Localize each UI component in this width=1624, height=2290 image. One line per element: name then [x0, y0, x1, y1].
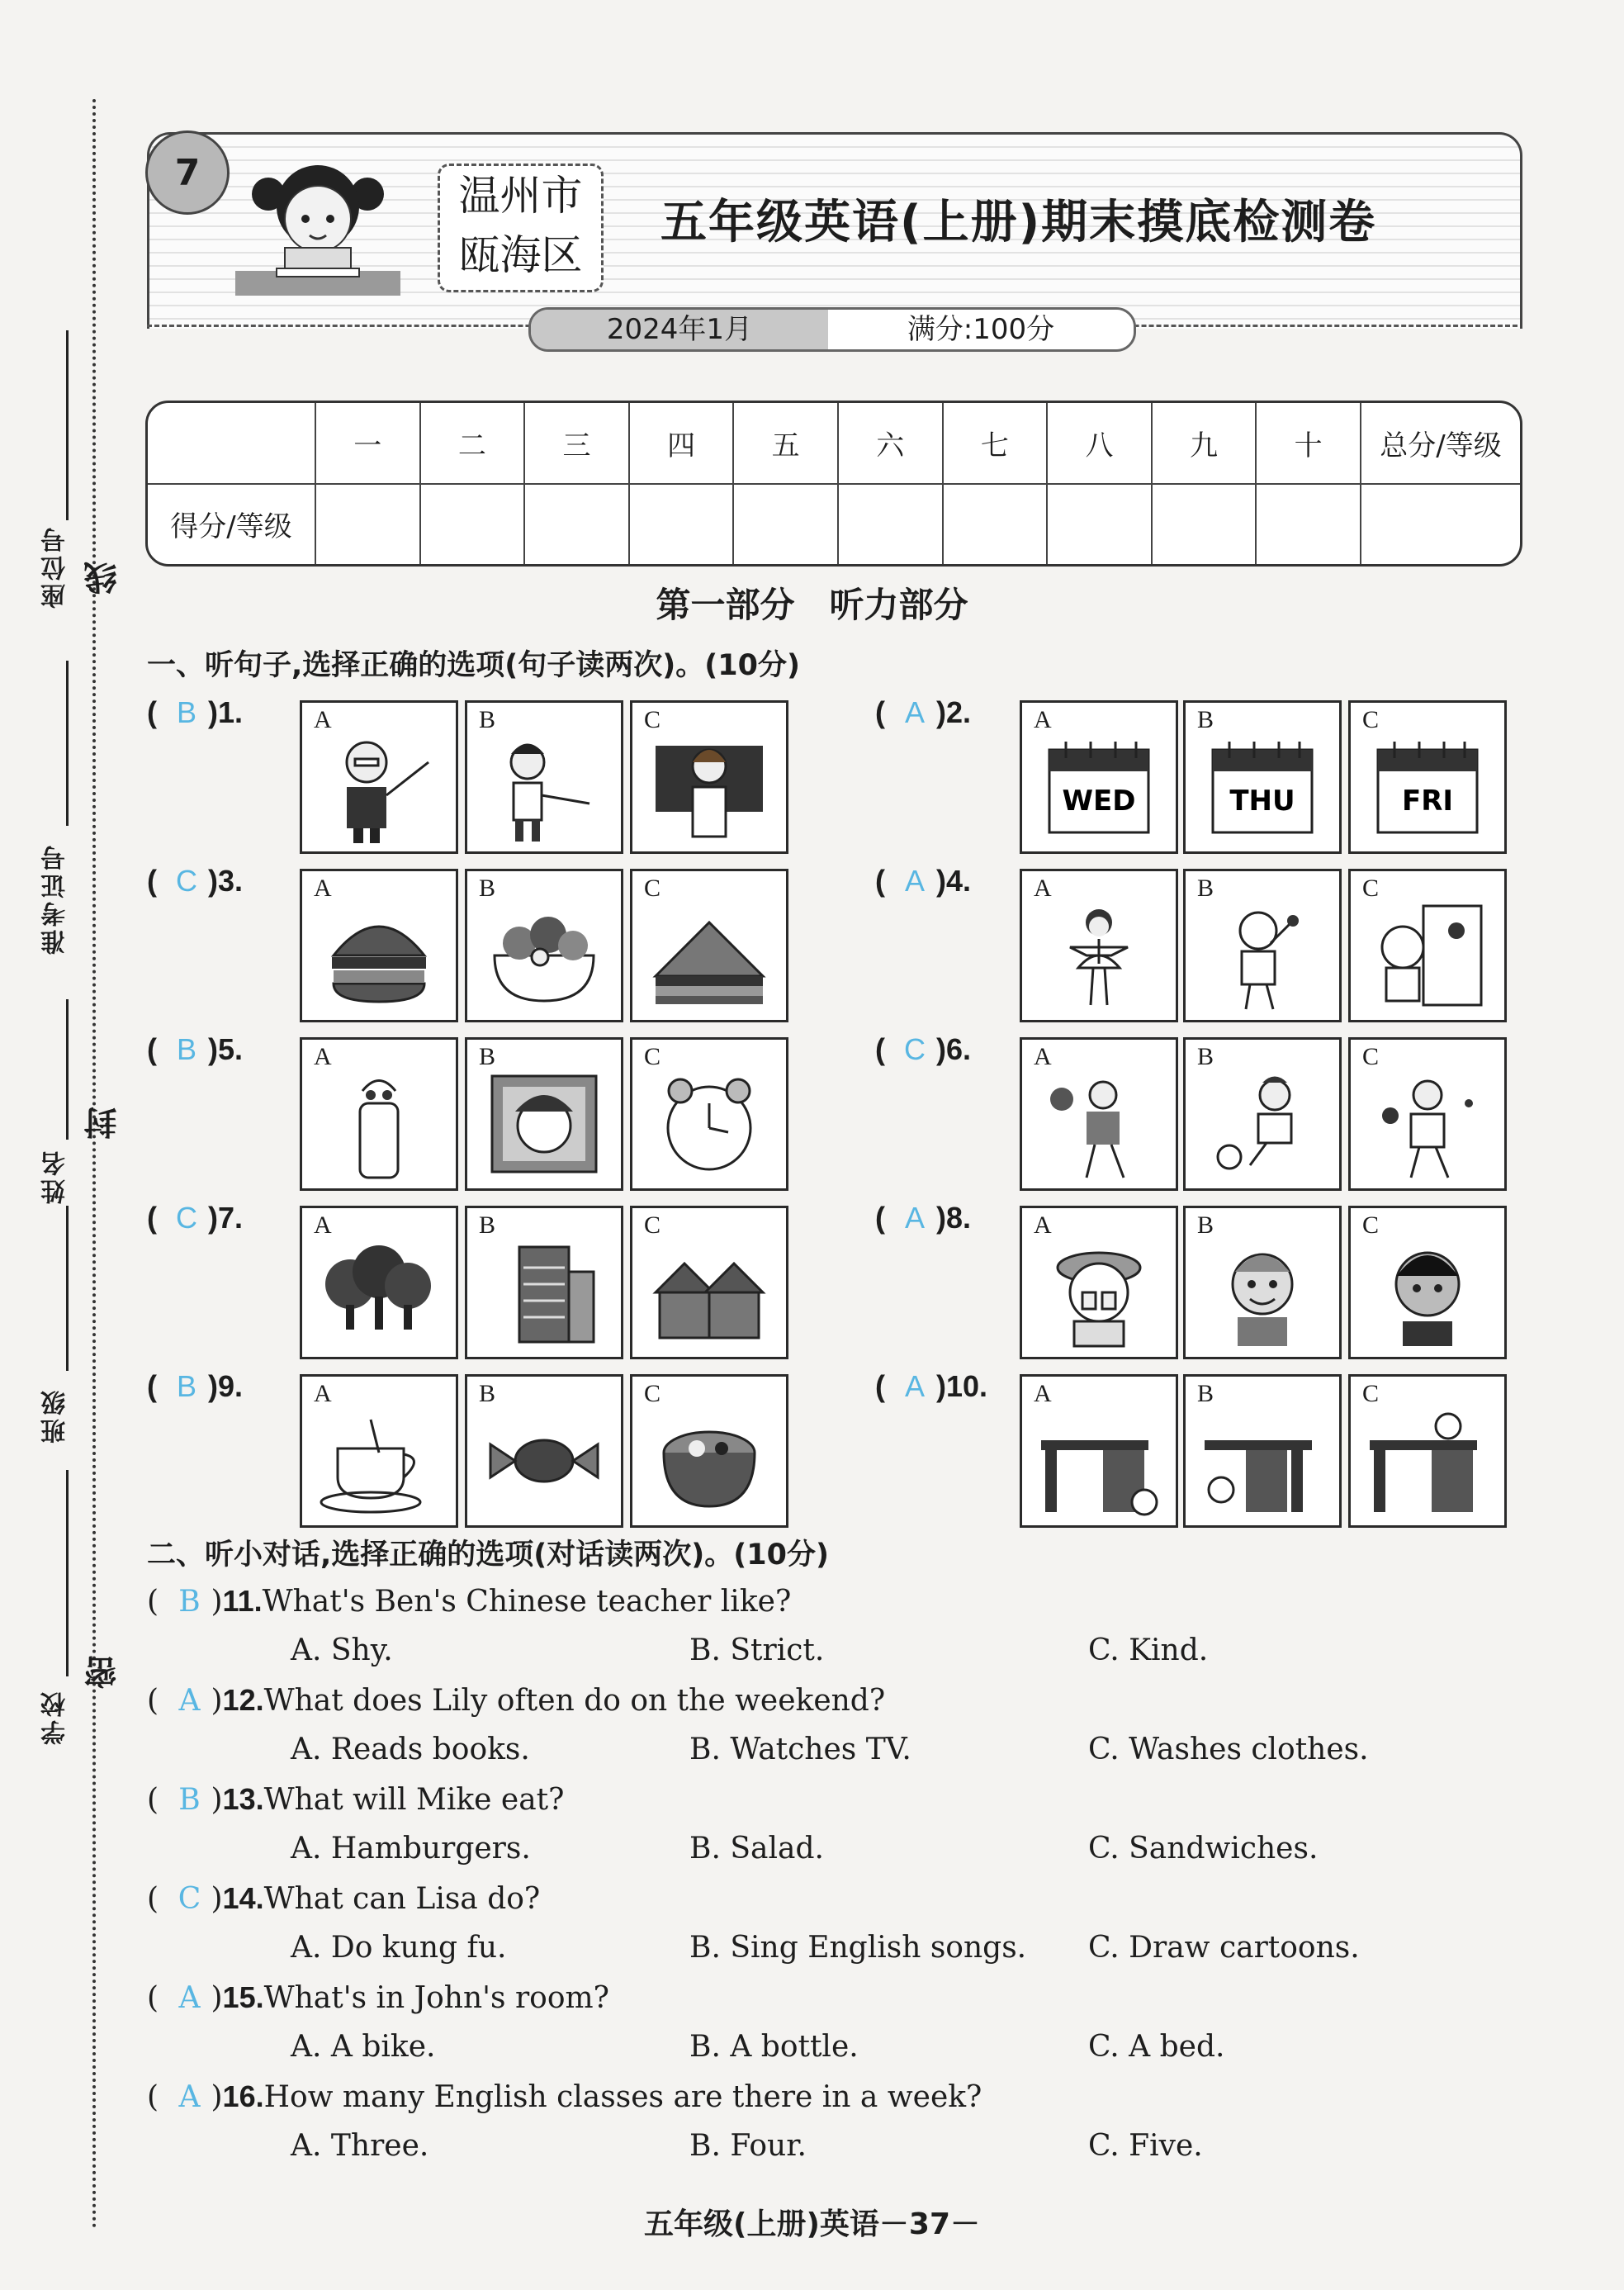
- school-label: 学校: [41, 1689, 70, 1745]
- picture-option[interactable]: [1348, 1037, 1507, 1191]
- football-boy-icon: [1200, 1066, 1324, 1182]
- calendar-icon: [1037, 729, 1161, 845]
- picture-option[interactable]: [630, 1374, 788, 1528]
- part-title: 第一部分 听力部分: [656, 585, 968, 625]
- score-col-header: 五: [733, 403, 838, 484]
- dialogue-question: ( A )15.What's in John's room?: [147, 1980, 609, 2015]
- question-number: 6.: [946, 1032, 972, 1066]
- answer-choice[interactable]: A. Reads books.: [291, 1733, 530, 1766]
- answer-mark[interactable]: A: [178, 1684, 201, 1718]
- dialogue-question: ( B )11.What's Ben's Chinese teacher like?: [147, 1584, 792, 1619]
- picture-option[interactable]: [1183, 1037, 1342, 1191]
- houses-icon: [647, 1235, 771, 1350]
- answer-choice[interactable]: A. A bike.: [291, 2030, 436, 2064]
- option-letter: A: [314, 875, 332, 902]
- question-number: 5.: [218, 1032, 244, 1066]
- question-number: 9.: [218, 1369, 244, 1403]
- picture-option[interactable]: [1020, 1037, 1178, 1191]
- score-col-header: 八: [1047, 403, 1152, 484]
- region-box: [438, 164, 604, 292]
- noodles-icon: [647, 1403, 771, 1519]
- picture-option[interactable]: [1183, 1206, 1342, 1359]
- basketball-boy-icon: [1037, 1066, 1161, 1182]
- answer-mark[interactable]: C: [904, 1032, 926, 1066]
- question-number: 13.: [222, 1782, 264, 1816]
- class-label: 班级: [41, 1387, 70, 1444]
- picture-option[interactable]: [1020, 1206, 1178, 1359]
- name-blank: [66, 999, 69, 1140]
- picture-option[interactable]: [630, 869, 788, 1022]
- old-teacher-icon: [317, 729, 441, 845]
- picture-option[interactable]: [300, 1206, 458, 1359]
- salad-icon: [482, 898, 606, 1013]
- trees-icon: [317, 1235, 441, 1350]
- dialogue-question: ( A )16.How many English classes are there in a week?: [147, 2079, 982, 2114]
- picture-question-label: ( B )9.: [147, 1369, 244, 1403]
- answer-choice[interactable]: A. Hamburgers.: [291, 1832, 531, 1866]
- picture-option[interactable]: [1020, 1374, 1178, 1528]
- desk-ball-right-icon: [1037, 1403, 1161, 1519]
- score-col-header: 九: [1152, 403, 1257, 484]
- question-number: 12.: [222, 1683, 264, 1717]
- answer-choice[interactable]: B. Sing English songs.: [689, 1931, 1027, 1965]
- calendar-day-text: WED: [1062, 785, 1136, 818]
- picture-question-label: ( A )10.: [875, 1369, 988, 1403]
- picture-question-label: ( C )6.: [875, 1032, 972, 1066]
- dialogue-question: ( B )13.What will Mike eat?: [147, 1782, 565, 1817]
- student-girl-icon: [235, 149, 400, 297]
- woman-teacher-icon: [647, 729, 771, 845]
- option-letter: B: [1197, 875, 1214, 902]
- picture-option[interactable]: [630, 1037, 788, 1191]
- answer-choice[interactable]: C. Kind.: [1088, 1633, 1209, 1667]
- option-letter: C: [644, 875, 661, 902]
- pingpong-boy-icon: [1366, 1066, 1489, 1182]
- answer-choice[interactable]: C. Washes clothes.: [1088, 1733, 1369, 1766]
- answer-mark[interactable]: C: [176, 864, 197, 898]
- picture-question-label: ( A )4.: [875, 864, 972, 898]
- seat-blank: [66, 330, 69, 520]
- option-letter: C: [644, 706, 661, 733]
- answer-mark[interactable]: B: [176, 1032, 196, 1066]
- question-number: 1.: [218, 695, 244, 729]
- paper-title: 五年级英语(上册)期末摸底检测卷: [660, 196, 1377, 249]
- picture-option[interactable]: [1020, 869, 1178, 1022]
- answer-choice[interactable]: B. Salad.: [689, 1832, 824, 1866]
- answer-mark[interactable]: A: [178, 1981, 201, 2015]
- picture-option[interactable]: [465, 1037, 623, 1191]
- option-letter: C: [644, 1043, 661, 1070]
- answer-mark[interactable]: B: [176, 695, 196, 729]
- picture-option[interactable]: [1183, 869, 1342, 1022]
- question-number: 4.: [946, 864, 972, 898]
- score-col-header: 总分/等级: [1361, 403, 1520, 484]
- name-label: 姓名: [41, 1148, 70, 1204]
- answer-choice[interactable]: A. Three.: [291, 2129, 429, 2163]
- question-number: 16.: [222, 2079, 264, 2113]
- shy-girl-icon: [1037, 1235, 1161, 1350]
- dialogue-question: ( A )12.What does Lily often do on the weekend?: [147, 1683, 886, 1718]
- picture-option[interactable]: [630, 700, 788, 854]
- answer-choice[interactable]: A. Shy.: [291, 1633, 393, 1667]
- paper-number-badge: 7: [145, 130, 230, 215]
- desk-ball-left-icon: [1200, 1403, 1324, 1519]
- section-2-title: 二、听小对话,选择正确的选项(对话读两次)。(10分): [147, 1539, 829, 1572]
- picture-option[interactable]: [1348, 1374, 1507, 1528]
- option-letter: C: [644, 1380, 661, 1407]
- answer-choice[interactable]: B. Strict.: [689, 1633, 825, 1667]
- answer-choice[interactable]: B. Four.: [689, 2129, 807, 2163]
- dancing-girl-icon: [1037, 898, 1161, 1013]
- option-letter: A: [1034, 1211, 1052, 1239]
- question-number: 8.: [946, 1201, 972, 1235]
- score-cell[interactable]: [629, 484, 734, 565]
- picture-option[interactable]: [465, 869, 623, 1022]
- picture-option[interactable]: [1020, 700, 1178, 854]
- desk-ball-top-icon: [1366, 1403, 1489, 1519]
- tea-cup-icon: [317, 1403, 441, 1519]
- answer-mark[interactable]: C: [176, 1201, 197, 1235]
- exam-date: 2024年1月: [531, 310, 828, 349]
- score-cell[interactable]: [524, 484, 629, 565]
- picture-question-label: ( A )2.: [875, 695, 972, 729]
- option-letter: C: [1362, 1211, 1380, 1239]
- picture-question-label: ( B )1.: [147, 695, 244, 729]
- score-col-header: 六: [838, 403, 943, 484]
- option-letter: B: [479, 706, 496, 733]
- score-cell[interactable]: [733, 484, 838, 565]
- option-letter: B: [1197, 1380, 1214, 1407]
- building-icon: [482, 1235, 606, 1350]
- exam-no-label: 准考证号: [41, 842, 70, 955]
- picture-question-label: ( C )3.: [147, 864, 244, 898]
- question-text: What's in John's room?: [263, 1981, 609, 2015]
- picture-option[interactable]: [1183, 700, 1342, 854]
- picture-option[interactable]: [1348, 1206, 1507, 1359]
- boy-face-icon: [1366, 1235, 1489, 1350]
- score-col-header: 一: [315, 403, 420, 484]
- option-letter: B: [479, 1211, 496, 1239]
- option-letter: B: [479, 1043, 496, 1070]
- picture-option[interactable]: [300, 869, 458, 1022]
- question-text: What's Ben's Chinese teacher like?: [262, 1585, 792, 1619]
- option-letter: B: [1197, 1211, 1214, 1239]
- answer-choice[interactable]: C. Five.: [1088, 2129, 1203, 2163]
- answer-mark[interactable]: C: [178, 1882, 201, 1916]
- bottle-icon: [317, 1066, 441, 1182]
- question-number: 10.: [946, 1369, 988, 1403]
- option-letter: A: [314, 1211, 332, 1239]
- picture-option[interactable]: [300, 1374, 458, 1528]
- score-table: [145, 401, 1522, 567]
- candy-icon: [482, 1403, 606, 1519]
- question-number: 15.: [222, 1980, 264, 2014]
- photo-icon: [482, 1066, 606, 1182]
- clock-icon: [647, 1066, 771, 1182]
- picture-option[interactable]: [465, 700, 623, 854]
- picture-option[interactable]: [465, 1206, 623, 1359]
- score-col-header: 二: [420, 403, 525, 484]
- picture-option[interactable]: [630, 1206, 788, 1359]
- region-city: 温州市: [458, 172, 583, 220]
- option-letter: C: [1362, 1043, 1380, 1070]
- binding-dotted-line: [92, 99, 96, 2230]
- answer-mark[interactable]: B: [176, 1369, 196, 1403]
- singing-boy-icon: [1200, 898, 1324, 1013]
- option-letter: A: [1034, 1043, 1052, 1070]
- picture-option[interactable]: [1183, 1374, 1342, 1528]
- score-col-header: 七: [943, 403, 1048, 484]
- picture-option[interactable]: [465, 1374, 623, 1528]
- score-corner: [148, 403, 315, 484]
- picture-option[interactable]: [300, 700, 458, 854]
- score-cell[interactable]: [315, 484, 420, 565]
- answer-mark[interactable]: A: [904, 1201, 925, 1235]
- hamburger-icon: [317, 898, 441, 1013]
- option-letter: C: [1362, 706, 1380, 733]
- score-row-label: 得分/等级: [148, 484, 315, 565]
- answer-mark[interactable]: A: [904, 1369, 925, 1403]
- calendar-day-text: THU: [1229, 785, 1295, 818]
- question-text: What will Mike eat?: [263, 1783, 565, 1817]
- seal-mark-xian: 线: [84, 562, 122, 595]
- exam-no-blank: [66, 661, 69, 826]
- answer-choice[interactable]: B. Watches TV.: [689, 1733, 911, 1766]
- answer-choice[interactable]: A. Do kung fu.: [291, 1931, 507, 1965]
- option-letter: B: [1197, 706, 1214, 733]
- calendar-icon: [1200, 729, 1324, 845]
- answer-mark[interactable]: A: [904, 695, 925, 729]
- full-score: 满分:100分: [828, 310, 1134, 349]
- answer-choice[interactable]: B. A bottle.: [689, 2030, 859, 2064]
- score-cell[interactable]: [1256, 484, 1361, 565]
- score-col-header: 四: [629, 403, 734, 484]
- page-footer: 五年级(上册)英语－37－: [643, 2207, 980, 2241]
- info-pill: [528, 307, 1136, 352]
- score-cell[interactable]: [1361, 484, 1520, 565]
- picture-question-label: ( B )5.: [147, 1032, 244, 1066]
- picture-option[interactable]: [1348, 700, 1507, 854]
- picture-question-label: ( C )7.: [147, 1201, 244, 1235]
- answer-mark[interactable]: A: [904, 864, 925, 898]
- option-letter: B: [479, 1380, 496, 1407]
- question-number: 11.: [222, 1584, 263, 1618]
- question-text: How many English classes are there in a week?: [263, 2080, 982, 2114]
- answer-mark[interactable]: B: [178, 1585, 201, 1619]
- question-number: 14.: [222, 1881, 264, 1915]
- option-letter: C: [644, 1211, 661, 1239]
- young-teacher-icon: [482, 729, 606, 845]
- score-cell[interactable]: [1047, 484, 1152, 565]
- seat-label: 座位号: [41, 524, 70, 609]
- score-cell[interactable]: [943, 484, 1048, 565]
- picture-question-label: ( A )8.: [875, 1201, 972, 1235]
- drawing-child-icon: [1366, 898, 1489, 1013]
- region-district: 瓯海区: [458, 231, 583, 279]
- picture-option[interactable]: [300, 1037, 458, 1191]
- calendar-icon: [1366, 729, 1489, 845]
- option-letter: C: [1362, 875, 1380, 902]
- smiling-boy-icon: [1200, 1235, 1324, 1350]
- section-1-title: 一、听句子,选择正确的选项(句子读两次)。(10分): [147, 649, 800, 682]
- answer-choice[interactable]: C. Sandwiches.: [1088, 1832, 1319, 1866]
- seal-mark-mi: 密: [84, 1656, 122, 1689]
- question-number: 2.: [946, 695, 972, 729]
- option-letter: A: [314, 1043, 332, 1070]
- answer-mark[interactable]: B: [178, 1783, 201, 1817]
- score-col-header: 十: [1256, 403, 1361, 484]
- answer-choice[interactable]: C. Draw cartoons.: [1088, 1931, 1360, 1965]
- option-letter: A: [1034, 875, 1052, 902]
- option-letter: C: [1362, 1380, 1380, 1407]
- question-number: 7.: [218, 1201, 244, 1235]
- dialogue-question: ( C )14.What can Lisa do?: [147, 1881, 541, 1916]
- score-col-header: 三: [524, 403, 629, 484]
- option-letter: A: [314, 1380, 332, 1407]
- school-blank: [66, 1470, 69, 1676]
- score-cell[interactable]: [420, 484, 525, 565]
- question-text: What does Lily often do on the weekend?: [263, 1684, 886, 1718]
- calendar-day-text: FRI: [1401, 785, 1454, 818]
- picture-option[interactable]: [1348, 869, 1507, 1022]
- answer-choice[interactable]: C. A bed.: [1088, 2030, 1225, 2064]
- class-blank: [66, 1206, 69, 1371]
- question-text: What can Lisa do?: [263, 1882, 541, 1916]
- option-letter: A: [1034, 1380, 1052, 1407]
- sandwich-icon: [647, 898, 771, 1013]
- option-letter: A: [314, 706, 332, 733]
- answer-mark[interactable]: A: [178, 2080, 201, 2114]
- option-letter: B: [1197, 1043, 1214, 1070]
- option-letter: B: [479, 875, 496, 902]
- option-letter: A: [1034, 706, 1052, 733]
- score-cell[interactable]: [838, 484, 943, 565]
- question-number: 3.: [218, 864, 244, 898]
- seal-mark-feng: 封: [84, 1107, 122, 1140]
- score-cell[interactable]: [1152, 484, 1257, 565]
